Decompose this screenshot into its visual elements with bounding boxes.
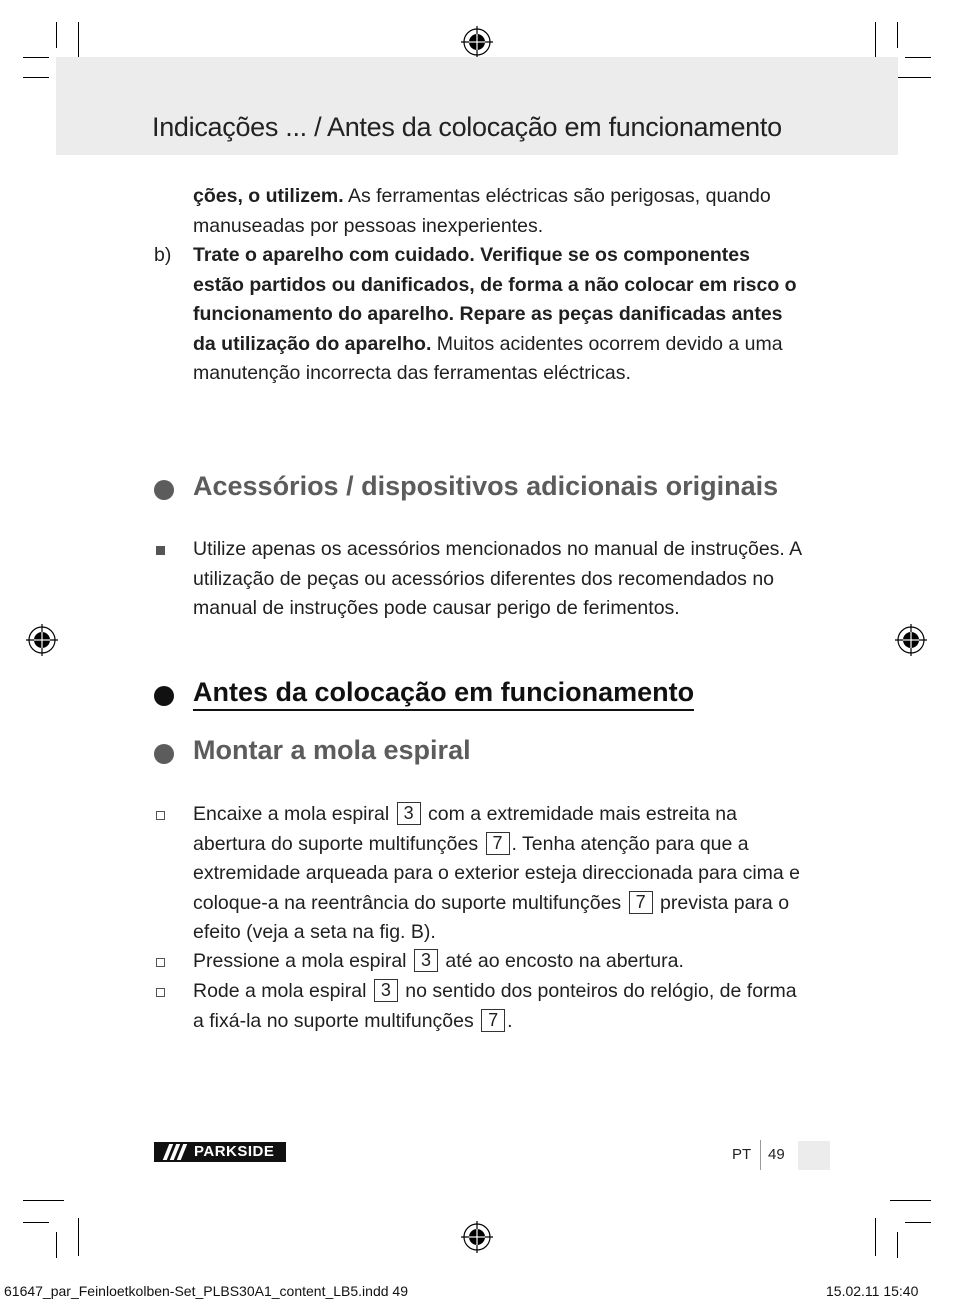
slug-date: 15.02.11 15:40 xyxy=(826,1283,919,1299)
checkbox-bullet-icon xyxy=(156,811,165,820)
slug-filename: 61647_par_Feinloetkolben-Set_PLBS30A1_content_LB5.indd 49 xyxy=(4,1283,408,1299)
footer-divider xyxy=(760,1140,761,1170)
heading-spring: Montar a mola espiral xyxy=(193,735,471,765)
language-code: PT xyxy=(732,1146,752,1163)
step-text: . xyxy=(507,1009,513,1032)
step-text: Encaixe a mola espiral xyxy=(193,803,390,825)
part-ref-box: 3 xyxy=(374,979,398,1002)
step-1 xyxy=(193,800,803,948)
step-2 xyxy=(193,947,803,977)
checkbox-bullet-icon xyxy=(156,988,165,997)
step-3 xyxy=(193,977,803,1036)
crop-mark xyxy=(78,22,79,60)
square-bullet-icon xyxy=(156,546,165,555)
item-b-paragraph xyxy=(193,241,803,389)
parkside-logo xyxy=(154,1142,286,1162)
registration-mark-icon xyxy=(895,624,927,656)
intro-text: As ferramentas eléctricas são perigosas, quando manuseadas por pessoas inexperientes. xyxy=(193,185,771,237)
page-number: 49 xyxy=(768,1146,785,1163)
crop-mark xyxy=(23,1200,64,1201)
crop-mark xyxy=(23,1222,49,1223)
step-text: até ao encosto na abertura. xyxy=(445,950,684,972)
crop-mark xyxy=(56,1232,57,1258)
crop-mark xyxy=(23,57,49,58)
crop-mark xyxy=(897,1232,898,1258)
heading-accessories: Acessórios / dispositivos adicionais originais xyxy=(193,471,779,501)
registration-mark-icon xyxy=(461,1221,493,1253)
step-text: Rode a mola espiral xyxy=(193,980,367,1002)
part-ref-box: 7 xyxy=(486,832,510,855)
registration-mark-icon xyxy=(26,624,58,656)
crop-mark xyxy=(56,22,57,48)
checkbox-bullet-icon xyxy=(156,958,165,967)
page-title: Indicações ... / Antes da colocação em funcionamento xyxy=(152,112,782,142)
part-ref-box: 3 xyxy=(397,802,421,825)
registration-mark-icon xyxy=(461,26,493,58)
part-ref-box: 7 xyxy=(629,891,653,914)
crop-mark xyxy=(897,22,898,48)
brand-name: PARKSIDE xyxy=(194,1143,275,1160)
intro-bold-text: ções, o utilizem. xyxy=(193,185,344,207)
crop-mark xyxy=(905,57,931,58)
item-b-text: Muitos acidentes ocorrem devido a uma manutenção incorrecta das ferramentas eléctricas. xyxy=(193,332,783,384)
item-b-bold-text: Trate o aparelho com cuidado. Verifique se os componentes estão partidos ou danificados, de forma a não colocar em risco o funcionamento do aparelho. Repare as peças danificadas antes da utilização do aparelho. xyxy=(193,244,797,355)
part-ref-box: 3 xyxy=(414,949,438,972)
crop-mark xyxy=(23,77,49,78)
footer-tab xyxy=(798,1141,830,1170)
crop-mark xyxy=(875,1218,876,1256)
part-ref-box: 7 xyxy=(481,1009,505,1032)
section-bullet-icon xyxy=(154,686,174,706)
step-text: com a extremidade mais estreita na abertura do suporte multifunções xyxy=(193,803,737,855)
section-bullet-icon xyxy=(154,744,174,764)
step-text: . Tenha atenção para que a extremidade arqueada para o exterior esteja direccionada para cima e coloque-a na reentrância do suporte multifunções xyxy=(193,832,801,914)
accessories-paragraph: Utilize apenas os acessórios mencionados no manual de instruções. A utilização de peças ou acessórios diferentes dos recomendados no manual de instruções pode causar perigo de ferimentos. xyxy=(193,538,802,619)
crop-mark xyxy=(78,1218,79,1256)
intro-paragraph xyxy=(193,182,803,241)
step-text: no sentido dos ponteiros do relógio, de forma a fixá-la no suporte multifunções xyxy=(193,980,797,1032)
heading-before-operation: Antes da colocação em funcionamento xyxy=(193,677,694,711)
crop-mark xyxy=(890,1200,931,1201)
step-text: Pressione a mola espiral xyxy=(193,950,407,972)
crop-mark xyxy=(875,22,876,60)
step-text: prevista para o efeito (veja a seta na fig. B). xyxy=(193,891,790,943)
list-label-b: b) xyxy=(154,244,172,266)
section-bullet-icon xyxy=(154,480,174,500)
crop-mark xyxy=(905,1222,931,1223)
